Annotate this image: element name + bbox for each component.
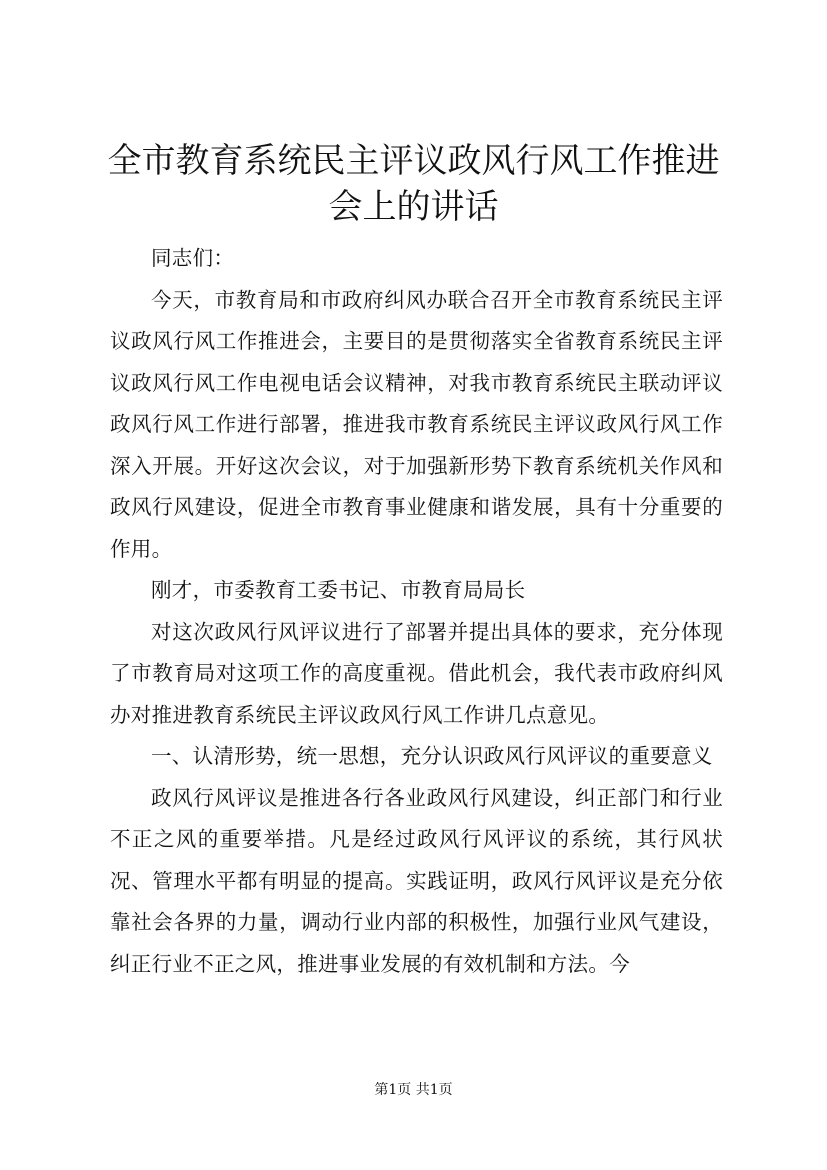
document-body (110, 238, 723, 985)
section-heading-1: 一、认清形势，统一思想，充分认识政风行风评议的重要意义 (151, 744, 713, 768)
page-footer: 第1页 共1页 (374, 1082, 453, 1098)
paragraph-salutation: 同志们： (151, 246, 235, 270)
document-title: 全市教育系统民主评议政风行风工作推进会上的讲话 (107, 141, 720, 227)
paragraph-deployment: 对这次政风行风评议进行了部署并提出具体的要求，充分体现了市教育局对这项工作的高度重视。借此机会，我代表市政府纠风办对推进教育系统民主评议政风行风工作讲几点意见。 (110, 619, 723, 727)
paragraph-just-now: 刚才，市委教育工委书记、市教育局局长 (151, 578, 526, 602)
paragraph-intro: 今天，市教育局和市政府纠风办联合召开全市教育系统民主评议政风行风工作推进会，主要目的是贯彻落实全省教育系统民主评议政风行风工作电视电话会议精神，对我市教育系统民主联动评议政风行风工作进行部署，推进我市教育系统民主评议政风行风工作深入开展。开好这次会议，对于加强新形势下教育系统机关作风和政风行风建设，促进全市教育事业健康和谐发展，具有十分重要的作用。 (110, 287, 723, 561)
paragraph-section-1-body: 政风行风评议是推进各行各业政风行风建设，纠正部门和行业不正之风的重要举措。凡是经过政风行风评议的系统，其行风状况、管理水平都有明显的提高。实践证明，政风行风评议是充分依靠社会各界的力量，调动行业内部的积极性，加强行业风气建设，纠正行业不正之风，推进事业发展的有效机制和方法。今 (110, 785, 723, 976)
